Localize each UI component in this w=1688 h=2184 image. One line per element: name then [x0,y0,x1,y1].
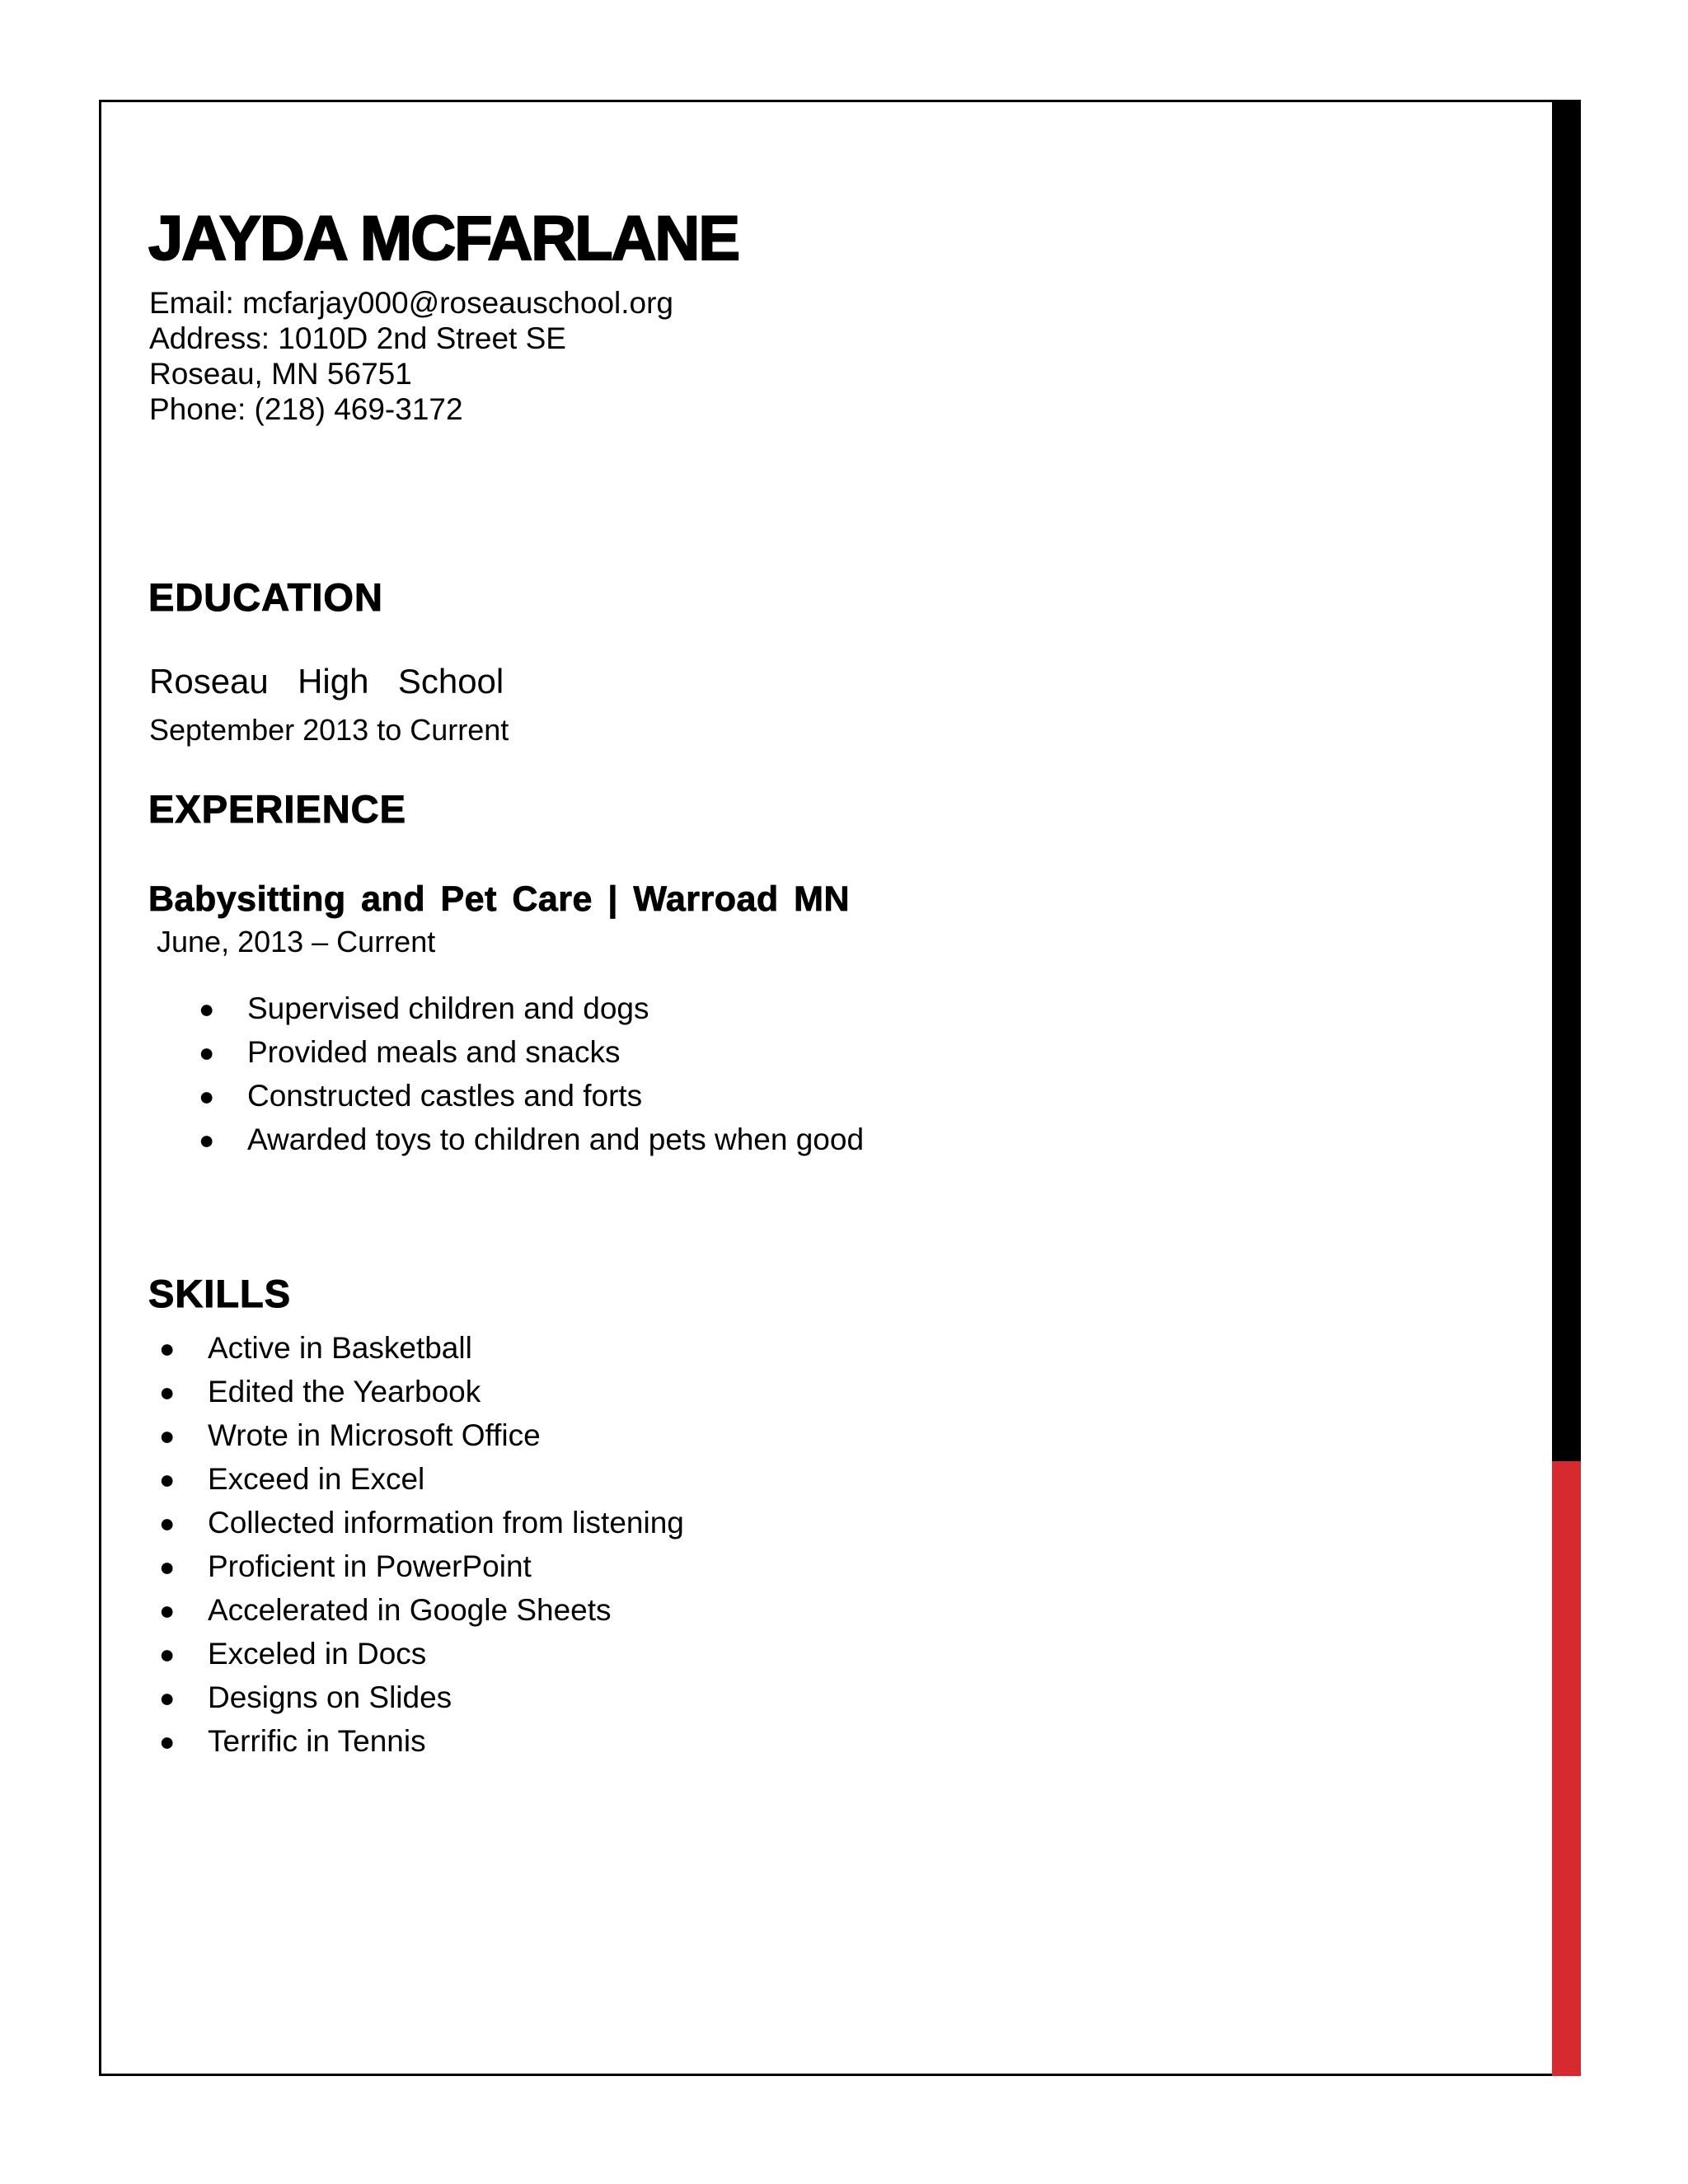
skill-item-text: Exceed in Excel [208,1462,425,1496]
bullet-icon: ● [159,1639,176,1669]
experience-dates: June, 2013 – Current [157,925,436,958]
bullet-icon: ● [159,1596,176,1625]
bullet-icon: ● [199,1038,215,1067]
bullet-icon: ● [159,1377,176,1407]
side-accent-bar-red [1552,1461,1581,2076]
experience-job-title: Babysitting and Pet Care | Warroad MN [148,879,851,919]
skill-item [159,1462,684,1506]
bullet-icon: ● [159,1552,176,1582]
experience-bullet [199,991,864,1035]
experience-bullet-text: Supervised children and dogs [247,991,649,1025]
education-dates: September 2013 to Current [149,713,509,747]
skill-item [159,1637,684,1680]
bullet-icon: ● [159,1727,176,1756]
experience-heading: EXPERIENCE [148,787,406,831]
skill-item-text: Wrote in Microsoft Office [208,1418,541,1452]
contact-block [149,285,673,427]
resume-name: JAYDA MCFARLANE [148,204,739,274]
bullet-icon: ● [199,994,215,1024]
skill-item [159,1375,684,1418]
side-accent-bar-black [1552,100,1581,1461]
contact-address-line1: Address: 1010D 2nd Street SE [149,321,566,355]
skill-item [159,1724,684,1768]
education-school: Roseau High School [149,662,504,701]
skills-bullet-list [159,1331,684,1768]
skill-item [159,1418,684,1462]
bullet-icon: ● [199,1081,215,1111]
bullet-icon: ● [159,1465,176,1494]
skill-item [159,1506,684,1549]
skill-item-text: Collected information from listening [208,1506,684,1540]
skill-item-text: Exceled in Docs [208,1637,427,1671]
bullet-icon: ● [199,1125,215,1155]
contact-address-line2: Roseau, MN 56751 [149,357,412,391]
experience-bullet-text: Constructed castles and forts [247,1079,643,1113]
bullet-icon: ● [159,1508,176,1538]
bullet-icon: ● [159,1333,176,1363]
experience-bullet-list [199,991,865,1166]
education-heading: EDUCATION [148,575,383,619]
skill-item-text: Active in Basketball [208,1331,472,1365]
skill-item-text: Proficient in PowerPoint [208,1549,532,1583]
skill-item-text: Designs on Slides [208,1680,452,1714]
skill-item [159,1680,684,1724]
experience-bullet [199,1079,864,1122]
experience-bullet [199,1122,865,1166]
experience-bullet-text: Provided meals and snacks [247,1035,621,1069]
contact-phone: Phone: (218) 469-3172 [149,392,463,426]
skill-item-text: Accelerated in Google Sheets [208,1593,612,1627]
skill-item-text: Terrific in Tennis [208,1724,426,1758]
bullet-icon: ● [159,1683,176,1713]
bullet-icon: ● [159,1421,176,1451]
skill-item-text: Edited the Yearbook [208,1375,481,1408]
skills-heading: SKILLS [148,1272,292,1315]
contact-email: Email: mcfarjay000@roseauschool.org [149,286,674,320]
experience-bullet-text: Awarded toys to children and pets when good [247,1122,865,1156]
skill-item [159,1549,684,1593]
skill-item [159,1331,684,1375]
skill-item [159,1593,684,1637]
experience-bullet [199,1035,864,1079]
